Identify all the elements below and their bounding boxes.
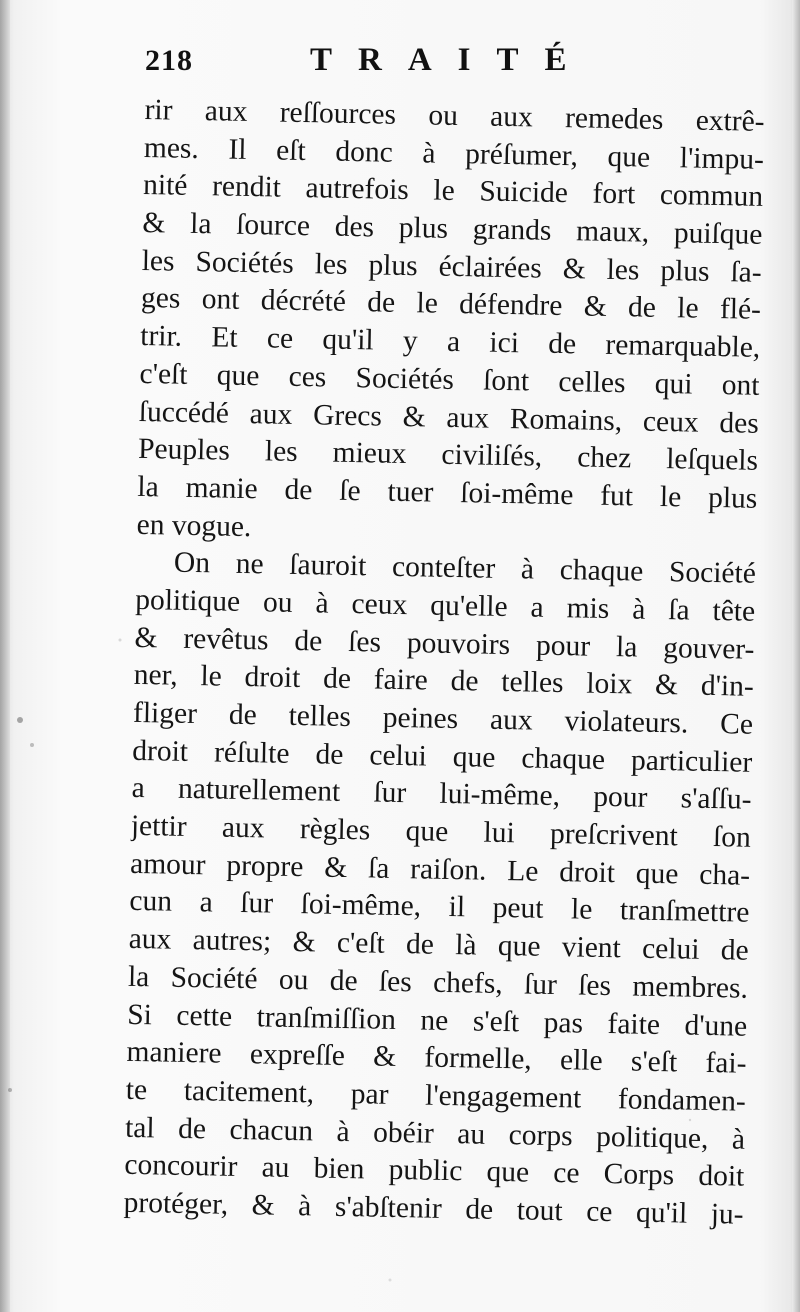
text-line: ner, le droit de faire de telles loix & d'in-	[133, 659, 754, 704]
text-line: Si cette tranſmiſſion ne s'eſt pas faite d'une	[126, 998, 748, 1043]
text-line: ges ont décrété de le défendre & de le flé-	[140, 282, 762, 327]
text-line: la Société ou de ſes chefs, ſur ſes membres.	[127, 960, 749, 1005]
text-line: la manie de ſe tuer ſoi-même fut le plus	[137, 470, 758, 515]
text-line: a naturellement ſur lui-même, pour s'aſſu-	[131, 772, 752, 817]
text-line: droit réſulte de celui que chaque particulier	[132, 734, 753, 779]
text-line: protéger, & à s'abſtenir de tout ce qu'il ju-	[123, 1186, 744, 1231]
text-line-paragraph-start: On ne ſauroit conteſter à chaque Société	[173, 546, 757, 591]
text-line: cun a ſur ſoi-même, il peut le tranſmettre	[129, 885, 750, 930]
text-line: ſuccédé aux Grecs & aux Romains, ceux des	[138, 395, 760, 440]
text-line: trir. Et ce qu'il y a ici de remarquable,	[140, 320, 761, 364]
text-line: jettir aux règles que lui preſcrivent ſon	[130, 809, 752, 854]
body-text	[123, 92, 765, 1234]
text-line: politique ou à ceux qu'elle a mis à ſa tête	[134, 583, 756, 628]
text-line: Peuples les mieux civiliſés, chez leſquels	[137, 433, 759, 478]
page-left-edge-shadow	[0, 0, 10, 1312]
text-line: tal de chacun à obéir au corps politique, à	[124, 1111, 746, 1156]
text-line-paragraph-end: en vogue.	[136, 508, 252, 543]
text-line: rir aux reſſources ou aux remedes extrê-	[144, 93, 765, 138]
text-line: c'eſt que ces Sociétés ſont celles qui ont	[139, 357, 760, 402]
text-line: maniere expreſſe & formelle, elle s'eſt fai-	[126, 1036, 747, 1080]
text-line: concourir au bien public que ce Corps doit	[124, 1149, 745, 1193]
text-line: fliger de telles peines aux violateurs. Ce	[132, 696, 754, 741]
text-line: & revêtus de ſes pouvoirs pour la gouver-	[134, 621, 755, 666]
text-line: amour propre & ſa raiſon. Le droit que cha-	[129, 847, 751, 892]
page-right-edge-shadow	[792, 0, 800, 1312]
page-number: 218	[145, 44, 193, 77]
text-line: mes. Il eſt donc à préſumer, que l'impu-	[143, 131, 765, 176]
text-line: te tacitement, par l'engagement fondamen-	[125, 1073, 747, 1118]
text-line: les Sociétés les plus éclairées & les plus ſa-	[141, 244, 762, 289]
running-title: TRAITÉ	[310, 42, 593, 78]
text-line: aux autres; & c'eſt de là que vient celui de	[128, 922, 749, 967]
text-line: & la ſource des plus grands maux, puiſque	[142, 207, 763, 251]
text-line: nité rendit autrefois le Suicide fort commun	[142, 169, 764, 214]
page-header	[145, 38, 765, 88]
